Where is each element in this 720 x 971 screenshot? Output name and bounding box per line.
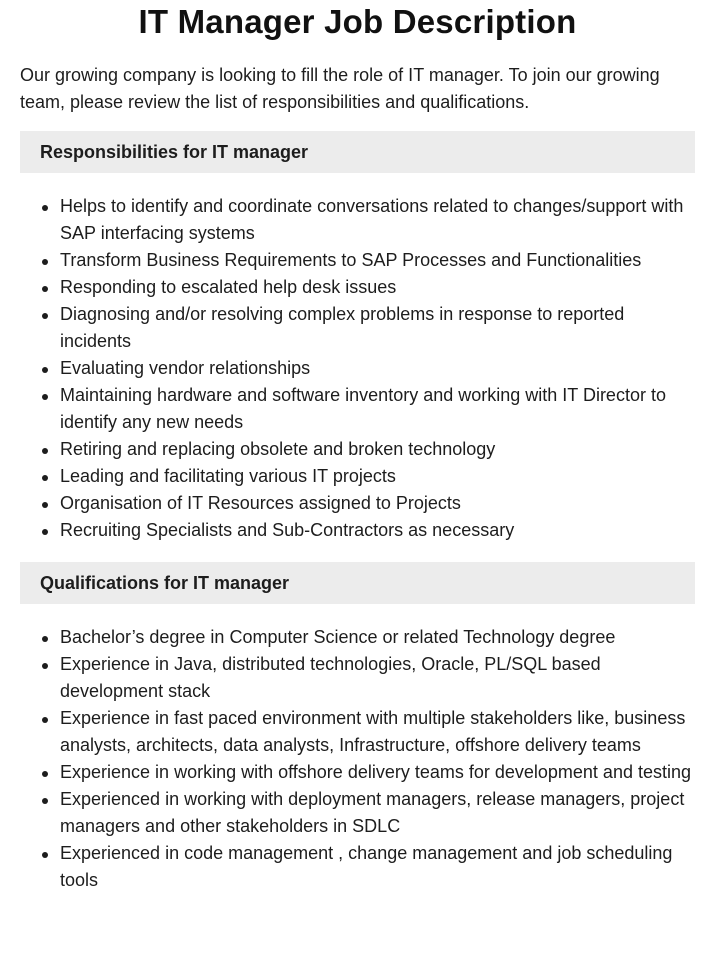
page-title: IT Manager Job Description <box>138 3 577 40</box>
list-item: Bachelor’s degree in Computer Science or related Technology degree <box>60 624 695 651</box>
list-item: Maintaining hardware and software inventory and working with IT Director to identify any new needs <box>60 382 695 436</box>
list-item: Helps to identify and coordinate conversations related to changes/support with SAP interfacing systems <box>60 193 695 247</box>
list-item: Experienced in working with deployment managers, release managers, project managers and other stakeholders in SDLC <box>60 786 695 840</box>
list-item: Experience in working with offshore delivery teams for development and testing <box>60 759 695 786</box>
list-item: Transform Business Requirements to SAP Processes and Functionalities <box>60 247 695 274</box>
list-item: Diagnosing and/or resolving complex problems in response to reported incidents <box>60 301 695 355</box>
list-item: Retiring and replacing obsolete and broken technology <box>60 436 695 463</box>
qualifications-heading: Qualifications for IT manager <box>20 562 695 604</box>
list-item: Responding to escalated help desk issues <box>60 274 695 301</box>
list-item: Experienced in code management , change management and job scheduling tools <box>60 840 695 894</box>
list-item: Evaluating vendor relationships <box>60 355 695 382</box>
list-item: Experience in Java, distributed technologies, Oracle, PL/SQL based development stack <box>60 651 695 705</box>
responsibilities-heading: Responsibilities for IT manager <box>20 131 695 173</box>
list-item: Leading and facilitating various IT projects <box>60 463 695 490</box>
list-item: Recruiting Specialists and Sub-Contractors as necessary <box>60 517 695 544</box>
intro-paragraph: Our growing company is looking to fill the role of IT manager. To join our growing team, please review the list of responsibilities and qualifications. <box>20 65 660 112</box>
responsibilities-list <box>20 193 695 544</box>
qualifications-list <box>20 624 695 894</box>
list-item: Experience in fast paced environment with multiple stakeholders like, business analysts, architects, data analysts, Infrastructure, offshore delivery teams <box>60 705 695 759</box>
list-item: Organisation of IT Resources assigned to Projects <box>60 490 695 517</box>
